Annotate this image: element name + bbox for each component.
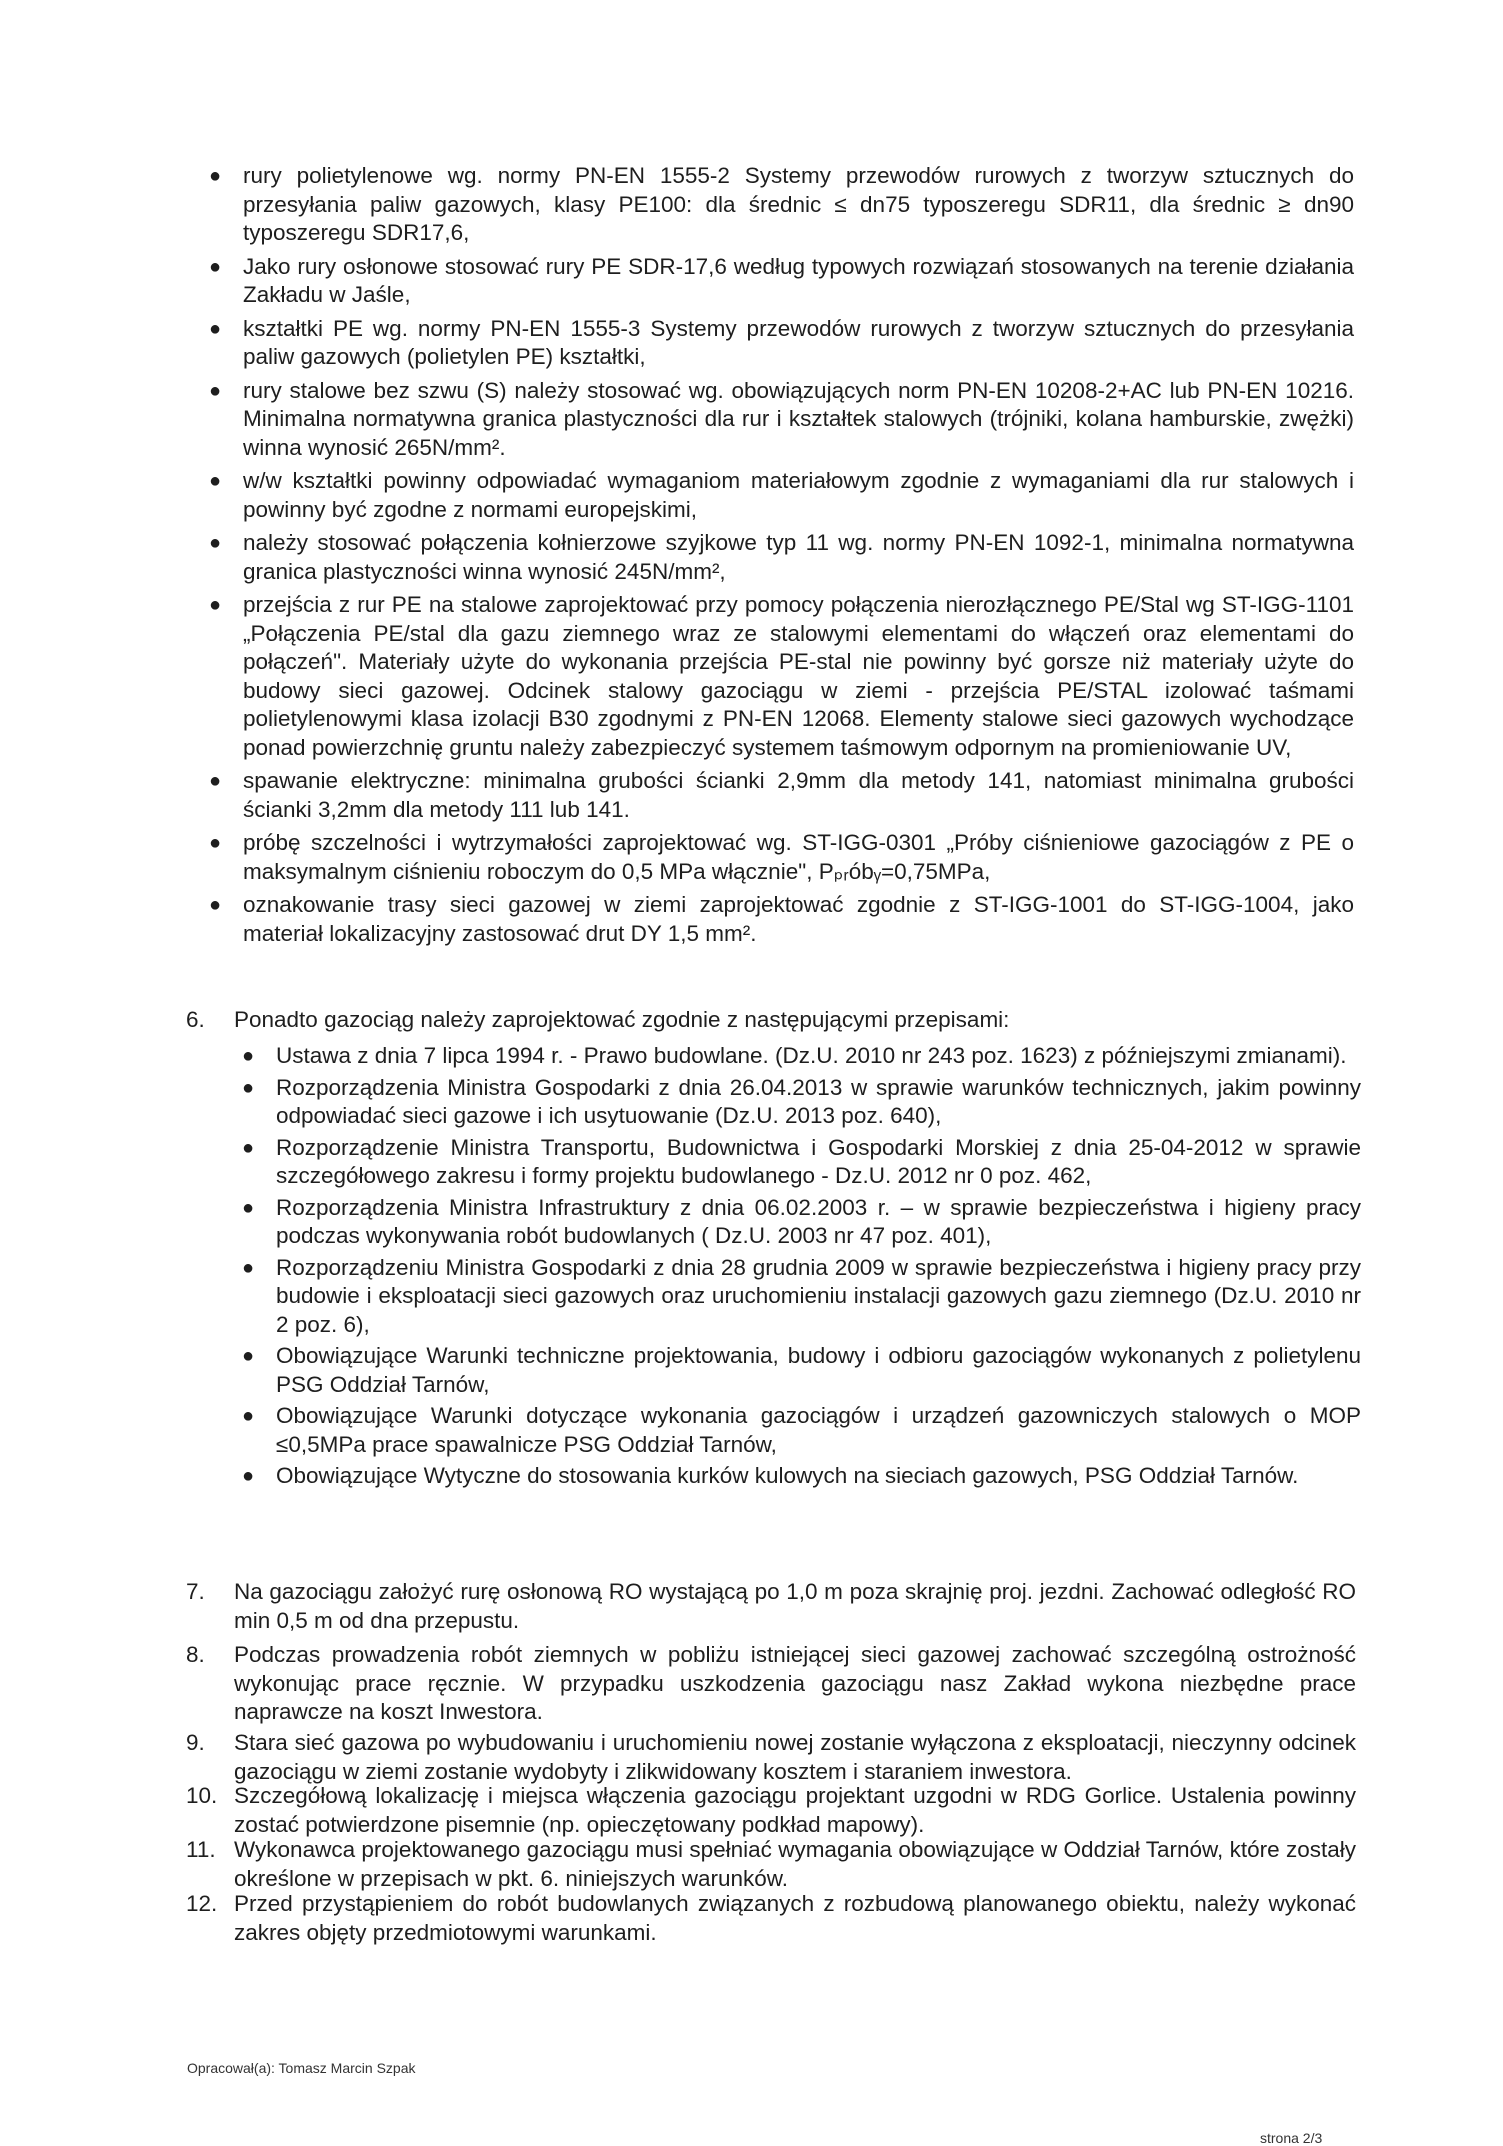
bullet-icon: ● (209, 832, 222, 854)
list-item (242, 1254, 1361, 1340)
bullet-icon: ● (242, 1465, 255, 1487)
item-number: 9. (186, 1730, 205, 1755)
bullet-icon: ● (242, 1196, 255, 1219)
footer-author: Opracował(a): Tomasz Marcin Szpak (187, 2060, 416, 2076)
item-number: 11. (186, 1837, 216, 1862)
list-item-text: Rozporządzenia Ministra Infrastruktury z dnia 06.02.2003 r. – w sprawie bezpieczeństwa i higieny pracy podczas wykonywania robót budowlanych ( Dz.U. 2003 nr 47 poz. 401), (276, 1194, 1361, 1248)
list-item (209, 767, 1354, 824)
bullet-icon: ● (242, 1076, 255, 1099)
bullet-icon: ● (242, 1345, 255, 1367)
list-item-text: w/w kształtki powinny odpowiadać wymaganiom materiałowym zgodnie z wymaganiami dla rur stalowych i powinny być zgodne z normami europejskimi, (243, 468, 1354, 522)
list-item (209, 829, 1354, 886)
list-item-text: Rozporządzeniu Ministra Gospodarki z dnia 28 grudnia 2009 w sprawie bezpieczeństwa i higieny pracy przy budowie i eksploatacji sieci gazowych oraz uruchomieniu instalacji gazowych gazu ziemnego (Dz.U. 2010 nr 2 poz. 6), (276, 1254, 1361, 1337)
list-item (209, 891, 1354, 948)
list-item (209, 315, 1354, 372)
list-item-text: Obowiązujące Warunki techniczne projektowania, budowy i odbioru gazociągów wykonanych z polietylenu PSG Oddział Tarnów, (276, 1343, 1361, 1397)
bullet-icon: ● (209, 894, 222, 916)
list-item (209, 377, 1354, 463)
item-text: Podczas prowadzenia robót ziemnych w pobliżu istniejącej sieci gazowej zachować szczególną ostrożność wykonując prace ręcznie. W przypadku uszkodzenia gazociągu nasz Zakład wykona niezbędne prace naprawcze na koszt Inwestora. (234, 1642, 1356, 1724)
list-item-text: Obowiązujące Wytyczne do stosowania kurków kulowych na sieciach gazowych, PSG Oddział Tarnów. (276, 1463, 1299, 1488)
item-number: 10. (186, 1783, 218, 1808)
list-item (209, 529, 1354, 586)
bullet-icon: ● (209, 255, 222, 278)
specification-list (209, 162, 1354, 953)
item-number: 6. (186, 1007, 205, 1032)
item-text: Na gazociągu założyć rurę osłonową RO wystającą po 1,0 m poza skrajnię proj. jezdni. Zachować odległość RO min 0,5 m od dna przepustu. (234, 1579, 1356, 1633)
item-number: 7. (186, 1579, 205, 1604)
list-item-text: spawanie elektryczne: minimalna grubości ścianki 2,9mm dla metody 141, natomiast minimalna grubości ścianki 3,2mm dla metody 111 lub 141. (243, 768, 1354, 822)
list-item-text: Rozporządzenia Ministra Gospodarki z dnia 26.04.2013 w sprawie warunków technicznych, jakim powinny odpowiadać sieci gazowe i ich usytuowanie (Dz.U. 2013 poz. 640), (276, 1074, 1361, 1128)
list-item (242, 1042, 1361, 1071)
item-number: 12. (186, 1891, 218, 1916)
list-item-text: rury polietylenowe wg. normy PN-EN 1555-2 Systemy przewodów rurowych z tworzyw sztucznych do przesyłania paliw gazowych, klasy PE100: dla średnic ≤ dn75 typoszeregu SDR11, dla średnic ≥ dn90 typoszeregu SDR17,6, (243, 163, 1354, 245)
list-item-text: Ustawa z dnia 7 lipca 1994 r. - Prawo budowlane. (Dz.U. 2010 nr 243 poz. 1623) z późniejszymi zmianami). (276, 1043, 1347, 1068)
item-text: Szczegółową lokalizację i miejsca włączenia gazociągu projektant uzgodni w RDG Gorlice. Ustalenia powinny zostać potwierdzone pisemnie (np. opieczętowany podkład mapowy). (234, 1783, 1356, 1837)
list-item (242, 1342, 1361, 1399)
list-item-text: należy stosować połączenia kołnierzowe szyjkowe typ 11 wg. normy PN-EN 1092-1, minimalna normatywna granica plastyczności winna wynosić 245N/mm², (243, 530, 1354, 584)
item-text: Ponadto gazociąg należy zaprojektować zgodnie z następującymi przepisami: (234, 1007, 1010, 1032)
bullet-icon: ● (209, 532, 222, 554)
list-item-text: Rozporządzenie Ministra Transportu, Budownictwa i Gospodarki Morskiej z dnia 25-04-2012 w sprawie szczegółowego zakresu i formy projektu budowlanego - Dz.U. 2012 nr 0 poz. 462, (276, 1134, 1361, 1188)
item-number: 8. (186, 1642, 205, 1667)
bullet-icon: ● (242, 1045, 255, 1067)
list-item-text: oznakowanie trasy sieci gazowej w ziemi zaprojektować zgodnie z ST-IGG-1001 do ST-IGG-1004, jako materiał lokalizacyjny zastosować drut DY 1,5 mm². (243, 892, 1354, 946)
bullet-icon: ● (242, 1136, 255, 1159)
page-number: strona 2/3 (1260, 2130, 1323, 2146)
bullet-icon: ● (209, 379, 222, 402)
list-item (242, 1462, 1361, 1491)
list-item-text: próbę szczelności i wytrzymałości zaprojektować wg. ST-IGG-0301 „Próby ciśnieniowe gazociągów z PE o maksymalnym ciśnieniu roboczym do 0,5 MPa włącznie", Pₚᵣóbᵧ=0,75MPa, (243, 830, 1354, 884)
list-item-text: przejścia z rur PE na stalowe zaprojektować przy pomocy połączenia nierozłącznego PE/Stal wg ST-IGG-1101 „Połączenia PE/stal dla gazu ziemnego wraz ze stalowymi elementami do włączeń oraz elementami do połączeń". Materiały użyte do wykonania przejścia PE-stal nie powinny być gorsze niż materiały użyte do budowy sieci gazowej. Odcinek stalowy gazociągu w ziemi - przejścia PE/STAL izolować taśmami polietylenowymi klasa izolacji B30 zgodnymi z PN-EN 12068. Elementy stalowe sieci gazowych wychodzące ponad powierzchnię gruntu należy zabezpieczyć systemem taśmowym odpornym na promieniowanie UV, (243, 592, 1354, 760)
list-item-text: rury stalowe bez szwu (S) należy stosować wg. obowiązujących norm PN-EN 10208-2+AC lub PN-EN 10216. Minimalna normatywna granica plastyczności dla rur i kształtek stalowych (trójniki, kolana hamburskie, zwężki) winna wynosić 265N/mm². (243, 377, 1354, 460)
regulations-list (242, 1042, 1361, 1494)
bullet-icon: ● (242, 1405, 255, 1427)
list-item (209, 253, 1354, 310)
list-item (242, 1134, 1361, 1191)
list-item-text: Obowiązujące Warunki dotyczące wykonania gazociągów i urządzeń gazowniczych stalowych o MOP ≤0,5MPa prace spawalnicze PSG Oddział Tarnów, (276, 1403, 1361, 1457)
bullet-icon: ● (209, 594, 222, 616)
list-item-text: Jako rury osłonowe stosować rury PE SDR-17,6 według typowych rozwiązań stosowanych na terenie działania Zakładu w Jaśle, (243, 253, 1354, 307)
bullet-icon: ● (209, 317, 222, 340)
bullet-icon: ● (209, 165, 222, 187)
item-text: Przed przystąpieniem do robót budowlanych związanych z rozbudową planowanego obiektu, należy wykonać zakres objęty przedmiotowymi warunkami. (234, 1891, 1356, 1945)
list-item-text: kształtki PE wg. normy PN-EN 1555-3 Systemy przewodów rurowych z tworzyw sztucznych do przesyłania paliw gazowych (polietylen PE) kształtki, (243, 315, 1354, 369)
item-text: Wykonawca projektowanego gazociągu musi spełniać wymagania obowiązujące w Oddział Tarnów, które zostały określone w przepisach w pkt. 6. niniejszych warunków. (234, 1837, 1356, 1891)
bullet-icon: ● (209, 770, 222, 792)
item-text: Stara sieć gazowa po wybudowaniu i uruchomieniu nowej zostanie wyłączona z eksploatacji, nieczynny odcinek gazociągu w ziemi zostanie wydobyty i zlikwidowany kosztem i staraniem inwestora. (234, 1730, 1356, 1784)
list-item (209, 467, 1354, 524)
bullet-icon: ● (209, 470, 222, 492)
list-item (242, 1074, 1361, 1131)
list-item (242, 1402, 1361, 1459)
list-item (209, 162, 1354, 248)
bullet-icon: ● (242, 1256, 255, 1279)
list-item (242, 1194, 1361, 1251)
list-item (209, 591, 1354, 762)
